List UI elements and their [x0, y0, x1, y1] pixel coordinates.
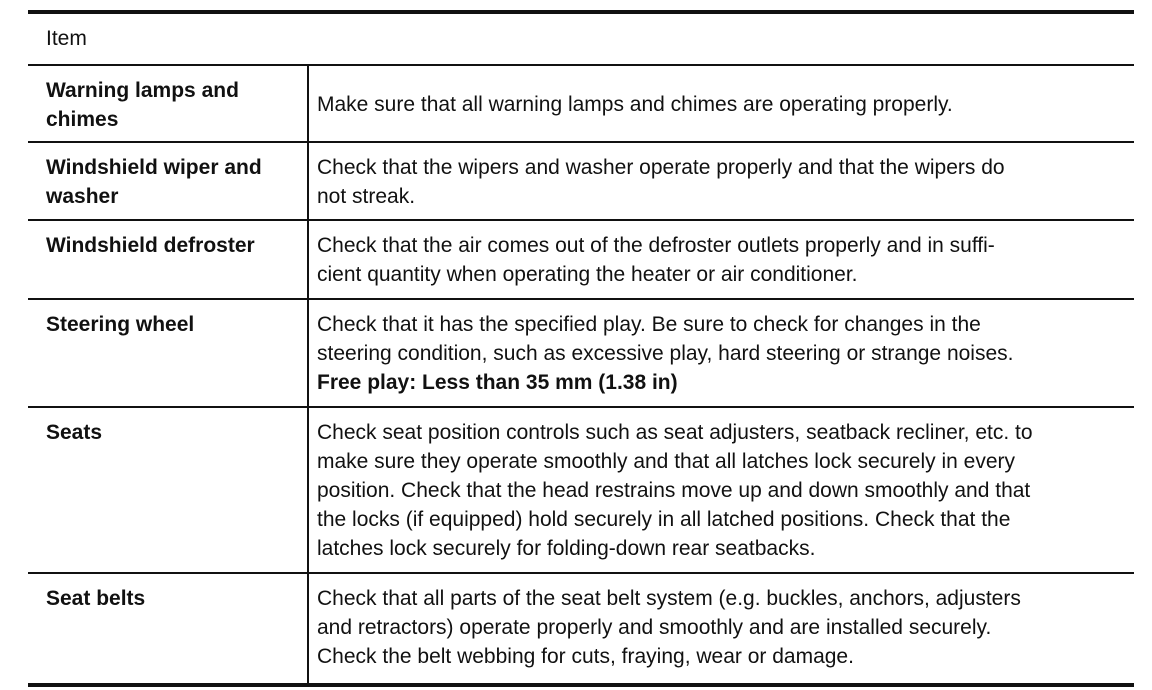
description-text: Check that the air comes out of the defroster outlets properly and in suffi-: [317, 234, 995, 257]
description-cell: [309, 66, 1134, 141]
item-cell: [28, 574, 309, 683]
table-row: [28, 408, 1134, 574]
item-text: Windshield defroster: [46, 234, 255, 257]
item-text: Warning lamps and: [46, 79, 239, 102]
description-text: Check that the wipers and washer operate properly and that the wipers do: [317, 156, 1005, 179]
table-row: [28, 300, 1134, 408]
description-cell: [309, 574, 1134, 683]
description-text: Check seat position controls such as seat adjusters, seatback recliner, etc. to: [317, 421, 1033, 444]
description-text: Check the belt webbing for cuts, fraying, wear or damage.: [317, 645, 854, 668]
table-row: [28, 221, 1134, 300]
table-row: [28, 66, 1134, 143]
description-cell: [309, 300, 1134, 406]
item-cell: [28, 66, 309, 141]
description-text: Check that it has the specified play. Be sure to check for changes in the: [317, 313, 981, 336]
description-cell: [309, 221, 1134, 298]
item-text: washer: [46, 185, 119, 208]
description-text: Check that all parts of the seat belt system (e.g. buckles, anchors, adjusters: [317, 587, 1021, 610]
description-text: position. Check that the head restrains move up and down smoothly and that: [317, 479, 1031, 502]
item-text: Seat belts: [46, 587, 146, 610]
item-cell: [28, 221, 309, 298]
description-text: and retractors) operate properly and smoothly and are installed securely.: [317, 616, 992, 639]
item-cell: [28, 408, 309, 572]
item-cell: [28, 143, 309, 219]
description-text: steering condition, such as excessive play, hard steering or strange noises.: [317, 342, 1014, 365]
item-text: Seats: [46, 421, 103, 444]
description-text: the locks (if equipped) hold securely in all latched positions. Check that the: [317, 508, 1011, 531]
description-text: make sure they operate smoothly and that all latches lock securely in every: [317, 450, 1016, 473]
inspection-table: [28, 10, 1134, 687]
description-text: Make sure that all warning lamps and chimes are operating properly.: [317, 93, 953, 116]
item-text: Steering wheel: [46, 313, 195, 336]
item-cell: [28, 300, 309, 406]
description-text: cient quantity when operating the heater or air conditioner.: [317, 263, 858, 286]
header-item-label: Item: [46, 27, 87, 50]
table-row: [28, 574, 1134, 687]
free-play-spec: Free play: Less than 35 mm (1.38 in): [317, 371, 678, 394]
description-text: latches lock securely for folding-down rear seatbacks.: [317, 537, 816, 560]
description-text: not streak.: [317, 185, 416, 208]
item-text: Windshield wiper and: [46, 156, 262, 179]
description-cell: [309, 408, 1134, 572]
table-header: [28, 14, 1134, 66]
description-cell: [309, 143, 1134, 219]
table-row: [28, 143, 1134, 221]
item-text: chimes: [46, 108, 119, 131]
